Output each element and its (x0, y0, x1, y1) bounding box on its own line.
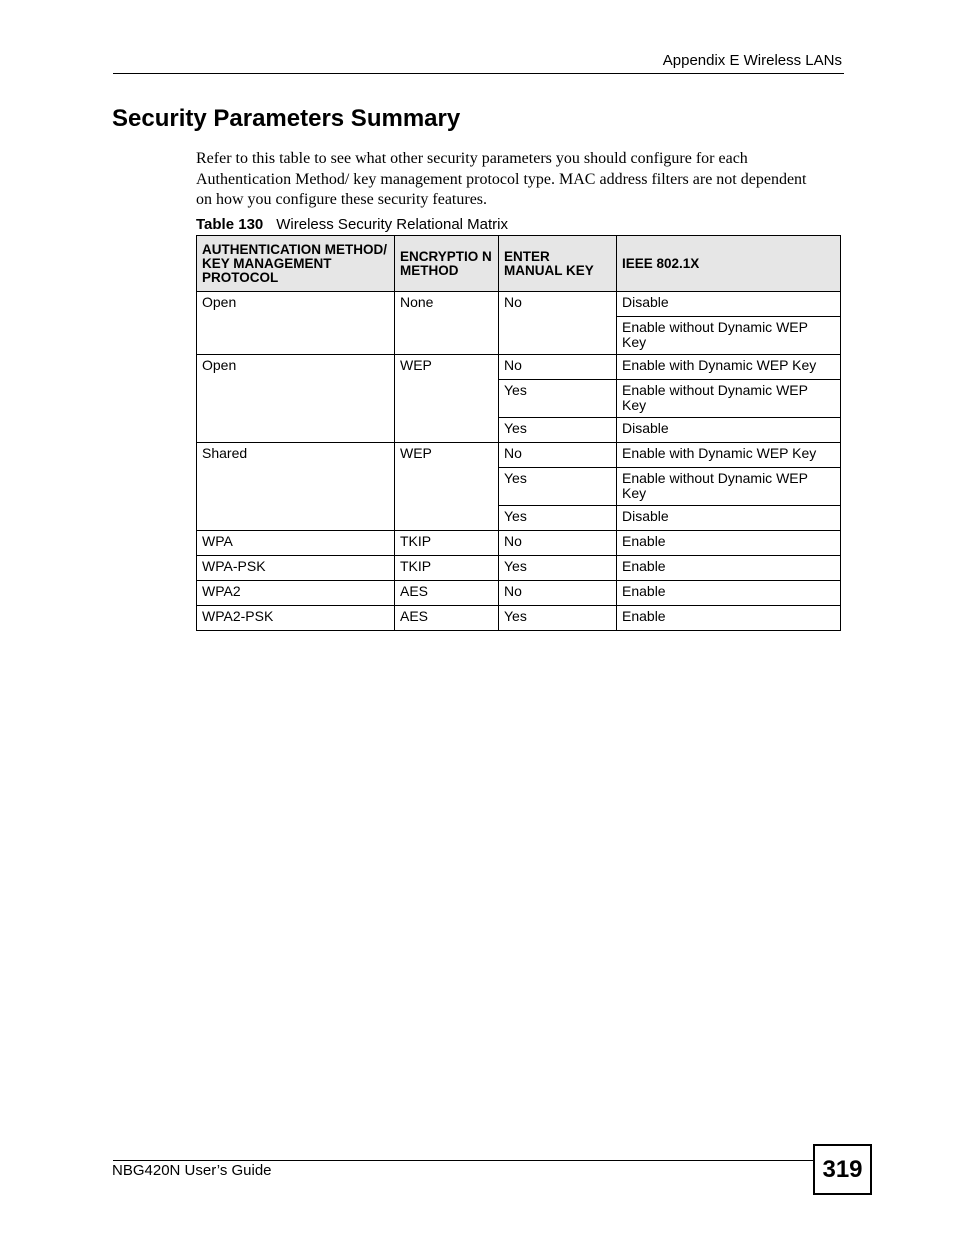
table-row (197, 292, 841, 317)
page-number: 319 (813, 1144, 872, 1195)
table-row (197, 556, 841, 581)
cell-encryption-method: WEP (395, 443, 499, 531)
cell-ieee-8021x: Enable (617, 606, 841, 631)
cell-manual-key: Yes (499, 468, 617, 506)
cell-manual-key: No (499, 355, 617, 380)
intro-paragraph: Refer to this table to see what other security parameters you should configure for each Authentication Method/ key management protocol type. MAC address filters are not dependent on how you configure these security features. (196, 150, 807, 208)
cell-encryption-method: TKIP (395, 556, 499, 581)
cell-ieee-8021x: Enable (617, 581, 841, 606)
table-row (197, 531, 841, 556)
column-header-auth: AUTHENTICATION METHOD/ KEY MANAGEMENT PROTOCOL (197, 236, 395, 292)
running-header: Appendix E Wireless LANs (662, 52, 842, 69)
cell-auth-method: Shared (197, 443, 395, 531)
cell-auth-method: WPA2-PSK (197, 606, 395, 631)
cell-ieee-8021x: Enable (617, 556, 841, 581)
table-row (197, 443, 841, 468)
cell-auth-method: WPA-PSK (197, 556, 395, 581)
cell-ieee-8021x: Disable (617, 418, 841, 443)
table-caption-number: Table 130 (196, 216, 264, 233)
cell-manual-key: No (499, 581, 617, 606)
cell-manual-key: No (499, 443, 617, 468)
cell-ieee-8021x: Disable (617, 292, 841, 317)
column-header-ieee: IEEE 802.1X (617, 236, 841, 292)
cell-ieee-8021x: Enable with Dynamic WEP Key (617, 355, 841, 380)
table-caption-title: Wireless Security Relational Matrix (276, 216, 508, 233)
table-row (197, 606, 841, 631)
cell-auth-method: WPA2 (197, 581, 395, 606)
cell-ieee-8021x: Enable (617, 531, 841, 556)
section-title: Security Parameters Summary (112, 105, 461, 132)
cell-manual-key: Yes (499, 380, 617, 418)
cell-manual-key: No (499, 292, 617, 355)
cell-encryption-method: None (395, 292, 499, 355)
cell-encryption-method: AES (395, 581, 499, 606)
cell-encryption-method: AES (395, 606, 499, 631)
cell-ieee-8021x: Disable (617, 506, 841, 531)
column-header-encryption: ENCRYPTIO N METHOD (395, 236, 499, 292)
cell-auth-method: Open (197, 355, 395, 443)
cell-manual-key: Yes (499, 606, 617, 631)
table-caption (196, 215, 508, 234)
cell-auth-method: Open (197, 292, 395, 355)
table-header-row (197, 236, 841, 292)
cell-manual-key: Yes (499, 506, 617, 531)
cell-manual-key: No (499, 531, 617, 556)
cell-encryption-method: TKIP (395, 531, 499, 556)
security-matrix-table (196, 235, 841, 631)
column-header-manual-key: ENTER MANUAL KEY (499, 236, 617, 292)
cell-manual-key: Yes (499, 556, 617, 581)
table-body (197, 292, 841, 631)
table-head (197, 236, 841, 292)
table-row (197, 355, 841, 380)
table-row (197, 581, 841, 606)
header-rule (113, 73, 844, 74)
cell-encryption-method: WEP (395, 355, 499, 443)
footer-guide-title: NBG420N User’s Guide (112, 1162, 272, 1179)
cell-auth-method: WPA (197, 531, 395, 556)
cell-ieee-8021x: Enable without Dynamic WEP Key (617, 468, 841, 506)
cell-ieee-8021x: Enable without Dynamic WEP Key (617, 380, 841, 418)
cell-manual-key: Yes (499, 418, 617, 443)
cell-ieee-8021x: Enable with Dynamic WEP Key (617, 443, 841, 468)
cell-ieee-8021x: Enable without Dynamic WEP Key (617, 317, 841, 355)
